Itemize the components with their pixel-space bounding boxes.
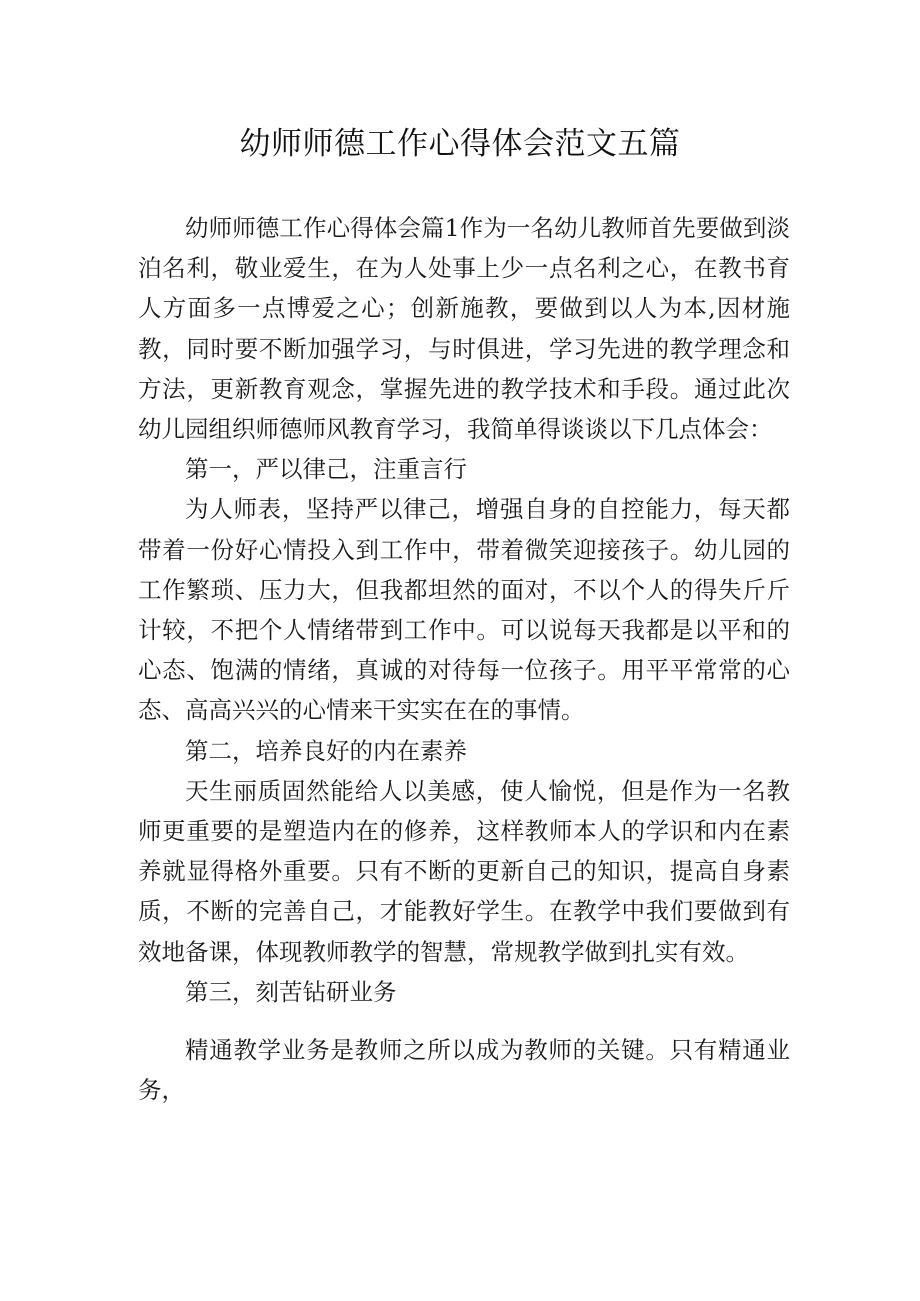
paragraph-first: 为人师表，坚持严以律己，增强自身的自控能力，每天都带着一份好心情投入到工作中，带着微笑迎接孩子。幼儿园的工作繁琐、压力大，但我都坦然的面对，不以个人的得失斤斤计较，不把个人情绪带到工作中。可以说每天我都是以平和的心态、饱满的情绪，真诚的对待每一位孩子。用平平常常的心态、高高兴兴的心情来干实实在在的事情。 bbox=[138, 495, 790, 725]
paragraph-third: 精通教学业务是教师之所以成为教师的关键。只有精通业务， bbox=[138, 1036, 790, 1105]
section-heading-second: 第二，培养良好的内在素养 bbox=[185, 736, 467, 765]
section-heading-third: 第三，刻苦钻研业务 bbox=[185, 977, 397, 1006]
section-heading-first: 第一，严以律己，注重言行 bbox=[185, 455, 467, 484]
paragraph-intro: 幼师师德工作心得体会篇1作为一名幼儿教师首先要做到淡泊名利，敬业爱生，在为人处事上少一点名利之心，在教书育人方面多一点博爱之心；创新施教，要做到以人为本,因材施教，同时要不断加强学习，与时俱进，学习先进的教学理念和方法，更新教育观念，掌握先进的教学技术和手段。通过此次幼儿园组织师德师风教育学习，我简单得谈谈以下几点体会： bbox=[138, 214, 790, 444]
paragraph-second: 天生丽质固然能给人以美感，使人愉悦，但是作为一名教师更重要的是塑造内在的修养，这样教师本人的学识和内在素养就显得格外重要。只有不断的更新自己的知识，提高自身素质，不断的完善自己，才能教好学生。在教学中我们要做到有效地备课，体现教师教学的智慧，常规教学做到扎实有效。 bbox=[138, 776, 790, 966]
document-body bbox=[138, 208, 790, 1110]
document-title: 幼师师德工作心得体会范文五篇 bbox=[239, 126, 681, 162]
